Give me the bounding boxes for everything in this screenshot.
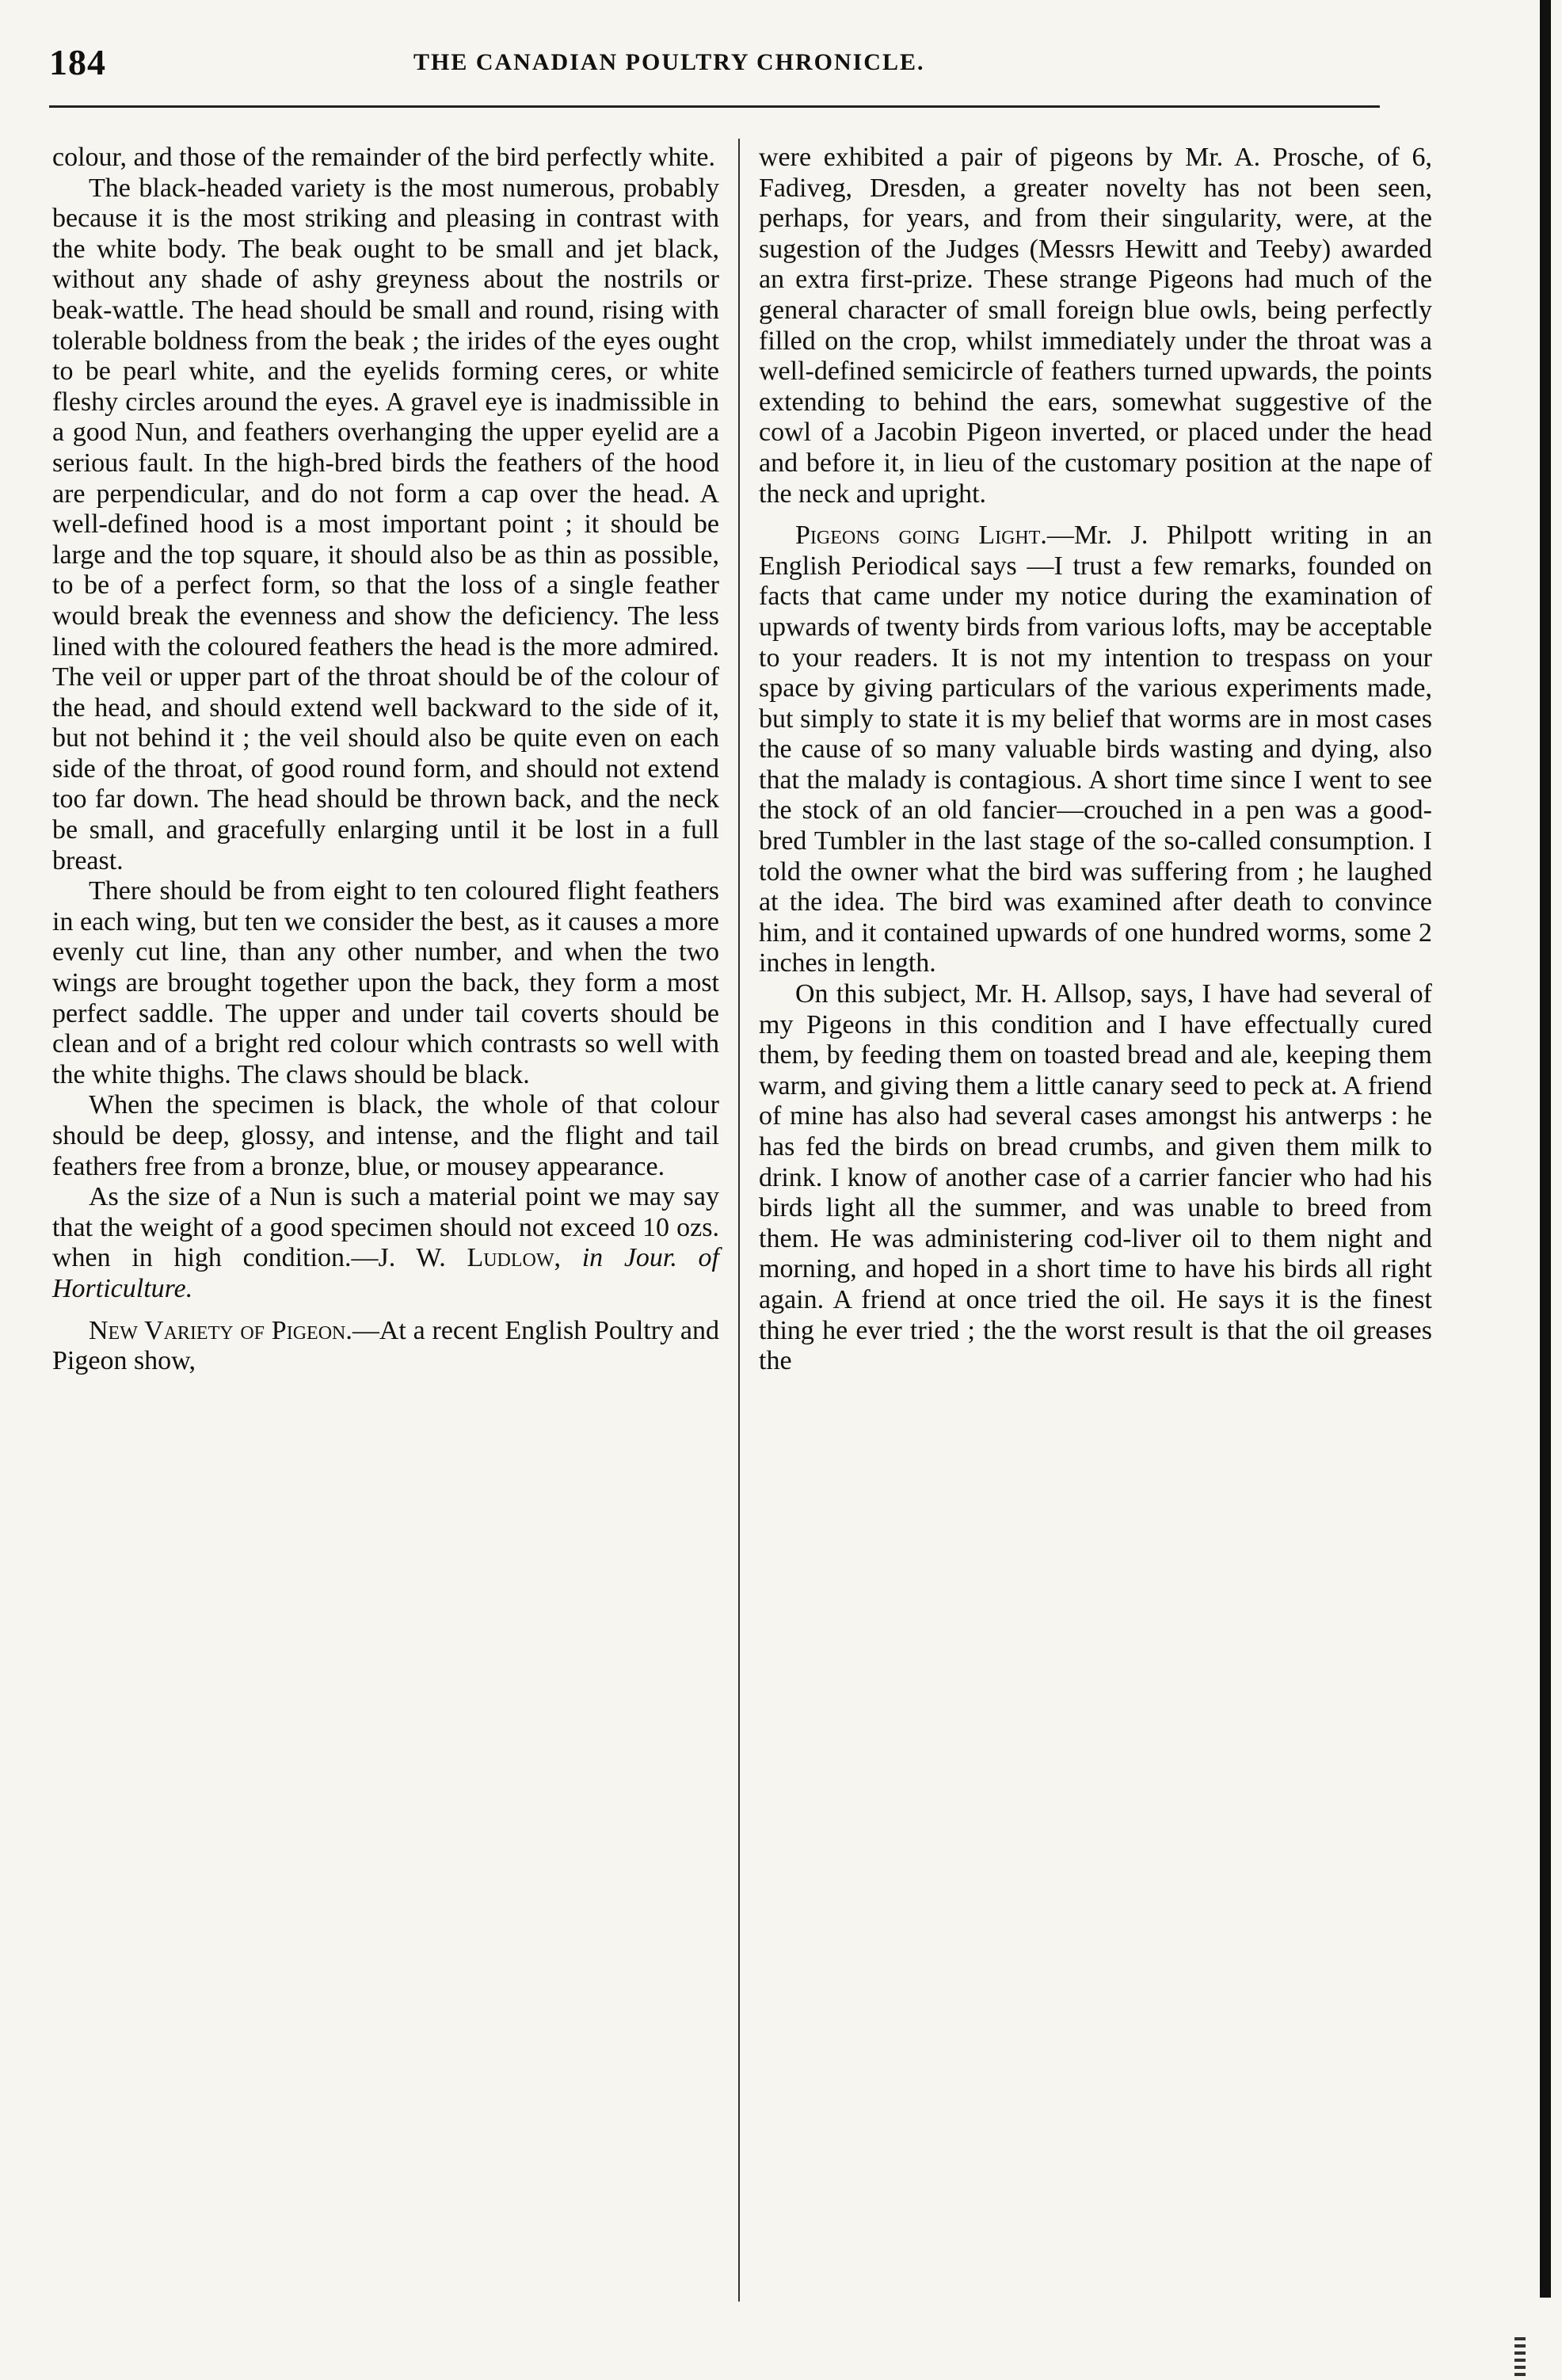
right-paragraph-2 (759, 521, 1432, 979)
header-rule (49, 105, 1380, 108)
new-variety-text: —At a recent English Poultry and Pigeon show, (52, 1315, 719, 1376)
page-number: 184 (49, 42, 106, 82)
column-divider (738, 139, 740, 2302)
left-paragraph-5 (52, 1182, 719, 1304)
left-paragraph-1: colour, and those of the remainder of the bird perfectly white. (52, 143, 716, 172)
right-paragraph-3: On this subject, Mr. H. Allsop, says, I have had several of my Pigeons in this condition and I have effectually cured them, by feeding them on toasted bread and ale, keeping them warm, and giving them a little canary seed to peck at. A friend of mine has also had several cases amongst his antwerps : he has fed the birds on bread crumbs, and given them milk to drink. I know of another case of a carrier fancier who had his birds light all the summer, and was unable to breed from them. He was administering cod-liver oil to them night and morning, and hoped in a short time to have his birds all right again. A friend at once tried the oil. He says it is the finest thing he ever tried ; the the worst result is that the oil greases the (759, 979, 1432, 1376)
source-citation: in Jour. of Horticulture. (52, 1243, 720, 1303)
running-title: THE CANADIAN POULTRY CHRONICLE. (413, 49, 925, 75)
left-column (52, 143, 719, 1377)
page-header (49, 41, 1380, 92)
left-paragraph-6 (52, 1316, 719, 1377)
author-name: J. W. Ludlow, (378, 1243, 562, 1273)
left-paragraph-2: The black-headed variety is the most numerous, probably because it is the most striking and pleasing in contrast with the white body. The beak ought to be small and jet black, without any shade of ashy greyness about the nostrils or beak-wattle. The head should be small and round, rising with tolerable boldness from the beak ; the irides of the eyes ought to be pearl white, and the eyelids forming ceres, or white fleshy circles around the eyes. A gravel eye is inadmissible in a good Nun, and feathers overhanging the upper eyelid are a serious fault. In the high-bred birds the feathers of the hood are perpendicular, and do not form a cap over the head. A well-defined hood is a most important point ; it should be large and the top square, it should also be as thin as possible, to be of a perfect form, so that the loss of a single feather would break the evenness and show the deficiency. The less lined with the coloured feathers the head is the more admired. The veil or upper part of the throat should be of the colour of the head, and should extend well backward to the side of it, but not behind it ; the veil should also be quite even on each side of the throat, of good round form, and should not extend too far down. The head should be thrown back, and the neck be small, and gracefully enlarging until it be lost in a full breast. (52, 173, 719, 875)
pigeons-going-light-text: —Mr. J. Philpott writing in an English Periodical says —I trust a few remarks, founded on facts that came under my notice during the examination of upwards of twenty birds from various lofts, may be acceptable to your readers. It is not my intention to trespass on your space by giving particulars of the various experiments made, but simply to state it is my belief that worms are in most cases the cause of so many valuable birds wasting and dying, also that the malady is contagious. A short time since I went to see the stock of an old fancier—crouched in a pen was a good-bred Tumbler in the last stage of the so-called consumption. I told the owner what the bird was suffering from ; he laughed at the idea. The bird was examined after death to convince him, and it contained upwards of one hundred worms, some 2 inches in length. (759, 521, 1432, 978)
section-heading-pigeons-going-light: Pigeons going Light. (795, 521, 1047, 551)
page-edge-bar (1540, 0, 1551, 2298)
section-heading-new-variety: New Variety of Pigeon. (89, 1315, 352, 1345)
left-paragraph-4: When the specimen is black, the whole of that colour should be deep, glossy, and intense, and the flight and tail feathers free from a bronze, blue, or mousey appearance. (52, 1090, 719, 1181)
right-column (759, 143, 1432, 1377)
right-paragraph-1: were exhibited a pair of pigeons by Mr. A. Prosche, of 6, Fadiveg, Dresden, a greater novelty has not been seen, perhaps, for years, and from their singularity, were, at the sugestion of the Judges (Messrs Hewitt and Teeby) awarded an extra first-prize. These strange Pigeons had much of the general character of small foreign blue owls, being perfectly filled on the crop, whilst immediately under the throat was a well-defined semicircle of feathers turned upwards, the points extending to behind the ears, somewhat suggestive of the cowl of a Jacobin Pigeon inverted, or placed under the head and before it, in lieu of the customary position at the nape of the neck and upright. (759, 143, 1432, 509)
page-edge-mark (1514, 2337, 1526, 2377)
left-paragraph-3: There should be from eight to ten coloured flight feathers in each wing, but ten we consider the best, as it causes a more evenly cut line, than any other number, and when the two wings are brought together upon the back, they form a most perfect saddle. The upper and under tail coverts should be clean and of a bright red colour which contrasts so well with the white thighs. The claws should be black. (52, 876, 719, 1089)
nun-weight-text: As the size of a Nun is such a material point we may say that the weight of a good specimen should not exceed 10 ozs. when in high condition.— (52, 1182, 719, 1273)
